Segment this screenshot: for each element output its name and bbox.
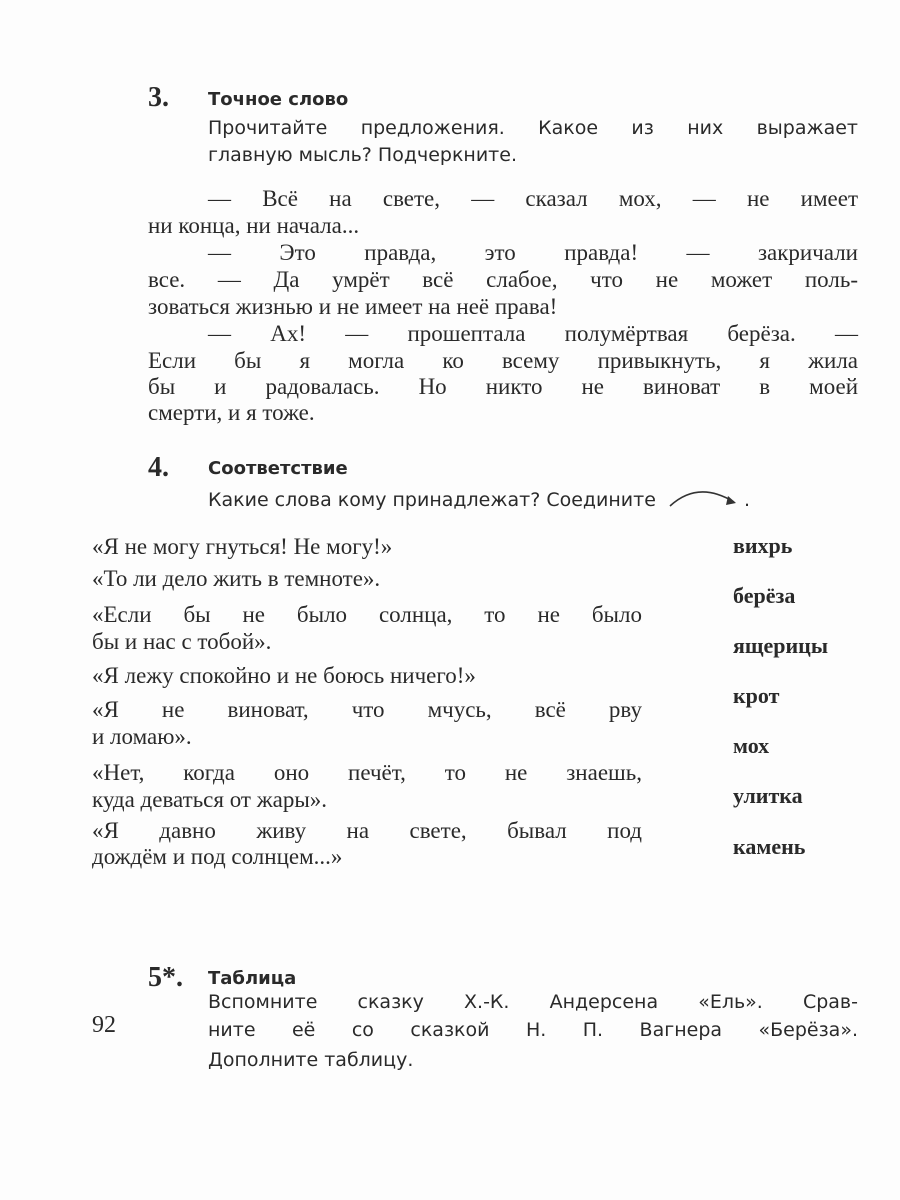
- quote-line: «Я не виноват, что мчусь, всё рву: [92, 697, 642, 722]
- task3-text-line: — Всё на свете, — сказал мох, — не имеет: [208, 186, 858, 211]
- task3-text-line: ни конца, ни начала...: [148, 213, 360, 238]
- quote-line: «То ли дело жить в темноте».: [92, 566, 381, 591]
- task4-number: 4.: [148, 452, 169, 483]
- task4-instruction: Какие слова кому принадлежат? Соедините .: [208, 486, 750, 511]
- task5-instruction-line: Вспомните сказку Х.-К. Андерсена «Ель». Срав-: [208, 991, 858, 1013]
- task3-text-line: все. — Да умрёт всё слабое, что не может поль-: [148, 267, 858, 292]
- task4-title: Соответствие: [208, 458, 348, 479]
- task3-text-line: смерти, и я тоже.: [148, 400, 315, 425]
- task3-text-line: бы и радовалась. Но никто не виноват в моей: [148, 374, 858, 399]
- task5-instruction-line: Дополните таблицу.: [208, 1049, 414, 1071]
- match-word: камень: [733, 834, 806, 859]
- match-word: улитка: [733, 783, 803, 808]
- match-word: берёза: [733, 583, 796, 608]
- quote-line: «Если бы не было солнца, то не было: [92, 602, 642, 627]
- task5-instruction-line: ните её со сказкой Н. П. Вагнера «Берёза».: [208, 1019, 858, 1041]
- match-word: вихрь: [733, 533, 793, 558]
- page-number: 92: [92, 1012, 116, 1038]
- task5-title: Таблица: [208, 968, 297, 989]
- task3-instruction-line: главную мысль? Подчеркните.: [208, 144, 517, 166]
- task3-instruction-line: Прочитайте предложения. Какое из них выражает: [208, 117, 858, 139]
- quote-line: «Я лежу спокойно и не боюсь ничего!»: [92, 663, 476, 688]
- task3-text-line: зоваться жизнью и не имеет на неё права!: [148, 294, 558, 319]
- task5-number: 5*.: [148, 962, 183, 993]
- match-word: крот: [733, 683, 780, 708]
- task3-text-line: — Это правда, это правда! — закричали: [208, 240, 858, 265]
- quote-line: «Нет, когда оно печёт, то не знаешь,: [92, 760, 642, 785]
- task3-number: 3.: [148, 82, 169, 113]
- match-word: мох: [733, 733, 770, 758]
- quote-line: и ломаю».: [92, 724, 192, 749]
- quote-line: бы и нас с тобой».: [92, 629, 272, 654]
- task3-text-line: Если бы я могла ко всему привыкнуть, я жила: [148, 348, 858, 373]
- quote-line: куда деваться от жары».: [92, 787, 328, 812]
- quote-line: дождём и под солнцем...»: [92, 844, 343, 869]
- match-word: ящерицы: [733, 633, 829, 658]
- task3-title: Точное слово: [208, 89, 349, 110]
- quote-line: «Я давно живу на свете, бывал под: [92, 818, 642, 843]
- quote-line: «Я не могу гнуться! Не могу!»: [92, 534, 393, 559]
- task3-text-line: — Ах! — прошептала полумёртвая берёза. —: [208, 321, 858, 346]
- connect-arrow-icon: [668, 486, 744, 510]
